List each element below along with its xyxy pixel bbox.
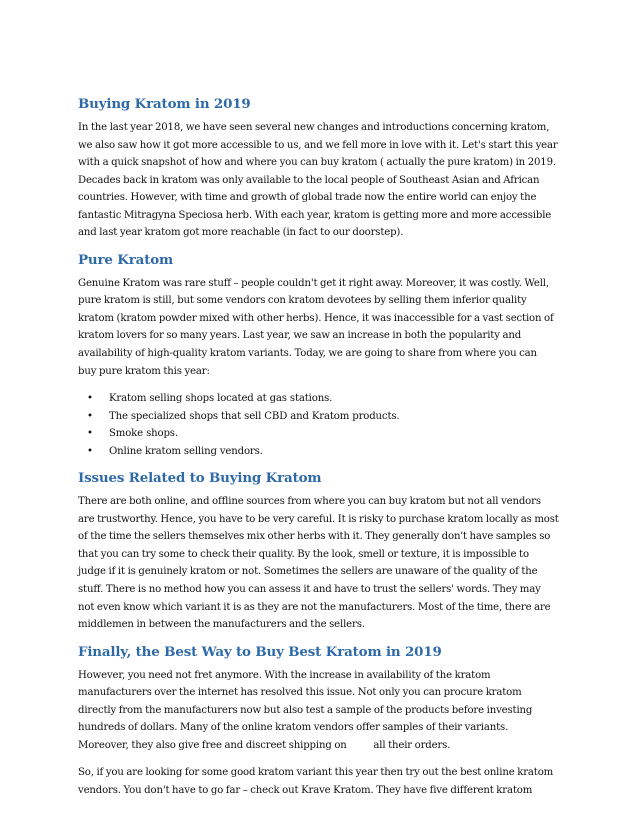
- text-line: buy pure kratom this year:: [78, 365, 210, 377]
- text-line: that you can try some to check their quality. By the look, smell or texture, it is impossible to: [78, 548, 529, 560]
- document-page: [78, 96, 570, 810]
- list-item-text: The specialized shops that sell CBD and Kratom products.: [109, 410, 400, 422]
- list-item: [87, 425, 570, 443]
- text-line: and last year kratom got more reachable (in fact to our doorstep).: [78, 227, 404, 239]
- section-heading: Pure Kratom: [78, 251, 174, 268]
- text-line: manufacturers over the internet has resolved this issue. Not only you can procure kratom: [78, 687, 522, 699]
- text-line: There are both online, and offline sources from where you can buy kratom but not all vendors: [78, 496, 541, 508]
- text-line: pure kratom is still, but some vendors con kratom devotees by selling them inferior quality: [78, 295, 527, 307]
- text-line: Moreover, they also give free and discreet shipping on all their orders.: [78, 739, 451, 751]
- text-line: availability of high-quality kratom variants. Today, we are going to share from where you can: [78, 348, 537, 360]
- list-item: [87, 443, 570, 461]
- text-line: kratom (kratom powder mixed with other herbs). Hence, it was inaccessible for a vast section of: [78, 312, 554, 324]
- section-issues: [78, 470, 570, 633]
- paragraph: [78, 667, 570, 755]
- section-heading: Buying Kratom in 2019: [78, 96, 251, 112]
- text-line: of the time the sellers themselves mix other herbs with it. They generally don't have samples so: [78, 531, 551, 543]
- section-buying-kratom: [78, 96, 570, 242]
- section-best-way: [78, 644, 570, 800]
- section-heading: Finally, the Best Way to Buy Best Kratom in 2019: [78, 643, 442, 660]
- paragraph: [78, 119, 570, 242]
- text-line: are trustworthy. Hence, you have to be very careful. It is risky to purchase kratom locally as most: [78, 513, 559, 525]
- text-line: So, if you are looking for some good kratom variant this year then try out the best online kratom: [78, 767, 554, 779]
- text-line: middlemen in between the manufacturers and the sellers.: [78, 619, 365, 631]
- text-line: However, you need not fret anymore. With the increase in availability of the kratom: [78, 669, 491, 681]
- bullet-icon: •: [87, 410, 93, 422]
- list-item: [87, 390, 570, 408]
- text-line: kratom lovers for so many years. Last year, we saw an increase in both the popularity and: [78, 330, 522, 342]
- text-line: In the last year 2018, we have seen several new changes and introductions concerning kratom,: [78, 122, 550, 133]
- text-line: fantastic Mitragyna Speciosa herb. With each year, kratom is getting more and more accessible: [78, 209, 552, 221]
- text-line: countries. However, with time and growth of global trade now the entire world can enjoy the: [78, 192, 537, 204]
- text-line: we also saw how it got more accessible to us, and we fell more in love with it. Let's start this year: [78, 139, 558, 151]
- text-line: hundreds of dollars. Many of the online kratom vendors offer samples of their variants.: [78, 722, 509, 734]
- list-item: [87, 408, 570, 426]
- bullet-icon: •: [87, 428, 93, 440]
- paragraph: [78, 275, 570, 380]
- text-line: stuff. There is no method how you can assess it and have to trust the sellers' words. They may: [78, 584, 541, 596]
- text-line: not even know which variant it is as they are not the manufacturers. Most of the time, there are: [78, 601, 551, 613]
- text-line: Decades back in kratom was only available to the local people of Southeast Asian and African: [78, 174, 540, 186]
- bullet-icon: •: [87, 393, 93, 405]
- section-pure-kratom: [78, 252, 570, 460]
- text-line: with a quick snapshot of how and where you can buy kratom ( actually the pure kratom) in 2019.: [78, 157, 556, 169]
- bullet-icon: •: [87, 445, 93, 457]
- text-line: Genuine Kratom was rare stuff – people couldn't get it right away. Moreover, it was costly. Well,: [78, 277, 549, 289]
- list-item-text: Kratom selling shops located at gas stations.: [109, 393, 333, 405]
- list-item-text: Online kratom selling vendors.: [109, 445, 263, 457]
- section-heading: Issues Related to Buying Kratom: [78, 470, 322, 487]
- bullet-list: [78, 390, 570, 460]
- text-line: vendors. You don't have to go far – check out Krave Kratom. They have five different kratom: [78, 784, 533, 796]
- text-line: directly from the manufacturers now but also test a sample of the products before investing: [78, 704, 533, 716]
- paragraph: [78, 493, 570, 633]
- paragraph: [78, 764, 570, 799]
- text-line: judge if it is genuinely kratom or not. Sometimes the sellers are unaware of the quality of the: [78, 566, 538, 578]
- list-item-text: Smoke shops.: [109, 428, 178, 440]
